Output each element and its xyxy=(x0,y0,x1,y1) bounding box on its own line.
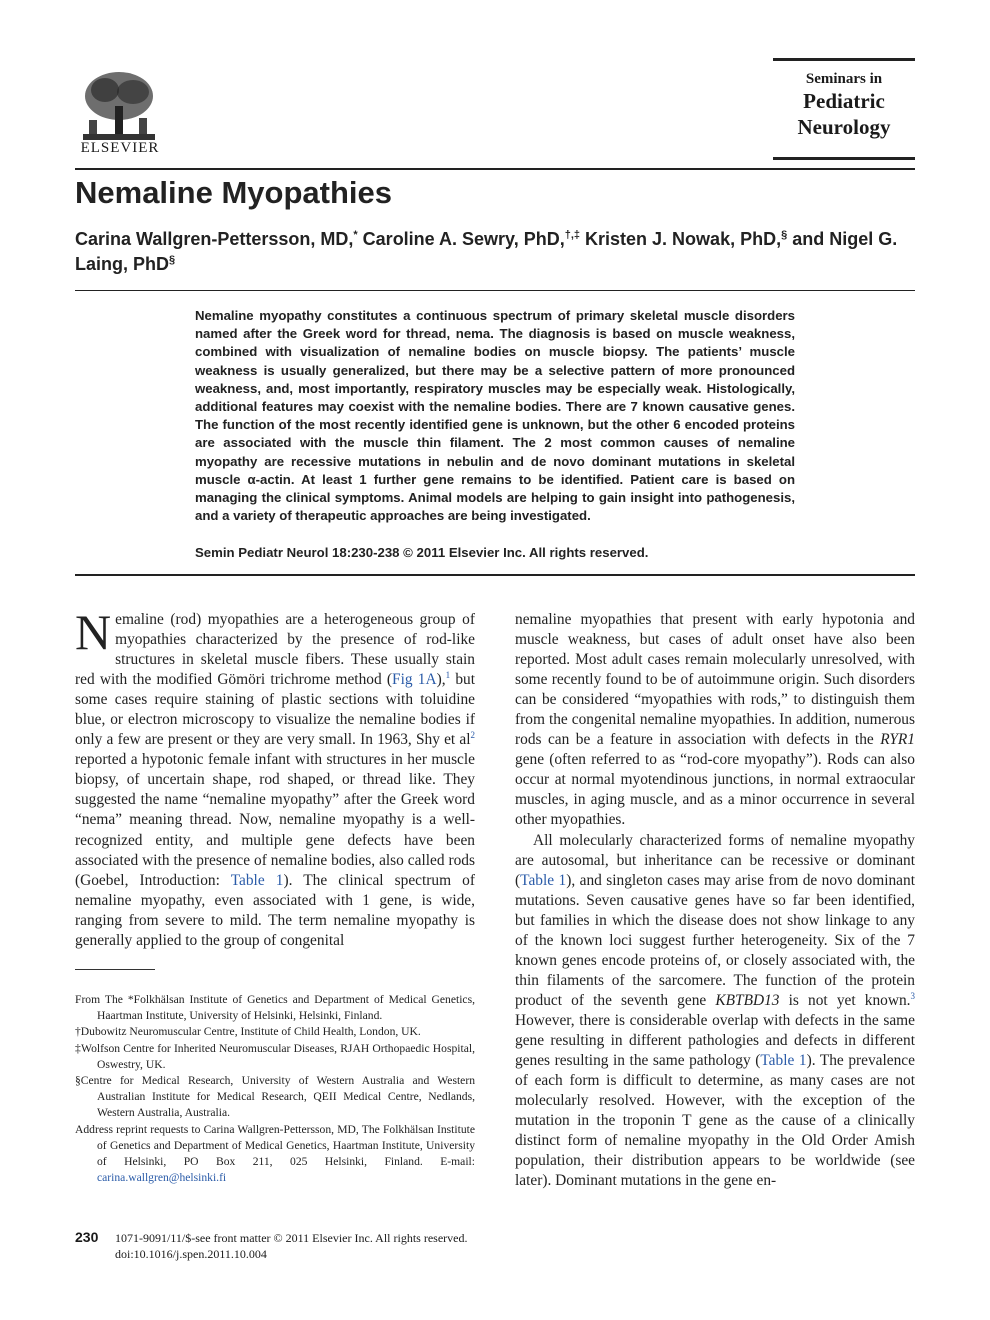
body-text: All molecularly characterized forms of nemaline myopathy are autosomal, but inheritance can be recessive or dominant ( xyxy=(515,831,915,889)
journal-title-box xyxy=(773,58,915,160)
citation-line: Semin Pediatr Neurol 18:230-238 © 2011 Elsevier Inc. All rights reserved. xyxy=(195,545,649,560)
journal-line-1: Seminars in xyxy=(805,71,883,87)
footnote: §Centre for Medical Research, University of Western Australia and Western Australian Institute for Medical Research, QEII Medical Centre, Nedlands, Western Australia, Australia. xyxy=(75,1074,475,1120)
body-text: ). The prevalence of each form is difficult to determine, as many cases are not molecularly resolved. However, with the exception of the mutation in the troponin T gene as the cause of a clinically distinct form of nemaline myopathy in the Old Order Amish population, their distribution appears to be worldwide (see later). Dominant mutations in the gene en- xyxy=(515,1052,915,1190)
body-text: but some cases require staining of plastic sections with toluidine blue, or electron microscopy to visualize the nemaline bodies if only a few are present or they are very small. In 1963, Shy et al xyxy=(75,671,475,749)
footnote-rule xyxy=(75,969,155,970)
body-column-left xyxy=(75,604,475,951)
body-text: reported a hypotonic female infant with structures in her muscle biopsy, of uncertain shape, rod shaped, or thread like. They suggested the name “nemaline myopathy” after the Greek word “nema” meaning thread. Now, nemaline myopathy is a well-recognized entity, and multiple gene defects have been associated with the presence of nemaline bodies, also called rods (Goebel, Introduction: xyxy=(75,751,475,889)
reference-link[interactable]: 3 xyxy=(910,990,915,1001)
body-text: However, there is considerable overlap with defects in the same gene resulting in different pathologies and defects in different genes resulting in the same pathology ( xyxy=(515,1011,915,1070)
footnote-address xyxy=(75,1122,475,1187)
reference-link[interactable]: 1 xyxy=(445,670,451,681)
author-2: Caroline A. Sewry, PhD, xyxy=(357,229,565,249)
abstract-bottom-rule xyxy=(75,574,915,576)
journal-line-3: Neurology xyxy=(797,115,891,139)
footnote: From The *Folkhälsan Institute of Genetics and Department of Medical Genetics, Haartman Institute, University of Helsinki, Helsinki, Finland. xyxy=(75,993,475,1023)
footnote: ‡Wolfson Centre for Inherited Neuromuscular Diseases, RJAH Orthopaedic Hospital, Oswestry, UK. xyxy=(75,1041,475,1071)
body-text: emaline (rod) myopathies are a heterogeneous group of myopathies characterized by the presence of rod-like structures in skeletal muscle fibers. These usually stain red with the modified Gömöri trichrome method ( xyxy=(75,611,475,689)
author-1: Carina Wallgren-Pettersson, MD, xyxy=(75,229,354,249)
header-rule xyxy=(75,168,915,170)
gene-name: KBTBD13 xyxy=(715,991,780,1009)
intro-paragraph xyxy=(75,604,475,951)
journal-line-2: Pediatric xyxy=(803,89,885,113)
body-text: ), xyxy=(436,671,446,689)
table-link[interactable]: Table 1 xyxy=(230,871,284,889)
body-paragraph xyxy=(515,610,915,831)
email-link[interactable]: carina.wallgren@helsinki.fi xyxy=(97,1171,227,1185)
gene-name: RYR1 xyxy=(880,731,915,749)
table-link[interactable]: Table 1 xyxy=(760,1052,807,1070)
body-column-right xyxy=(515,610,915,1191)
reference-link[interactable]: 2 xyxy=(470,730,475,741)
body-paragraph xyxy=(515,831,915,1192)
body-text: is not yet known. xyxy=(779,991,911,1009)
footnotes xyxy=(75,992,475,1186)
doi-line: doi:10.1016/j.spen.2011.10.004 xyxy=(115,1247,267,1261)
author-3-affiliation: § xyxy=(781,229,788,241)
body-text: gene (often referred to as “rod-core myopathy”). Rods can also occur at normal myotendinous junctions, in normal extraocular muscles, in aging muscle, and as a minor occurrence in several other myopathies. xyxy=(515,751,915,829)
page-number: 230 xyxy=(75,1229,99,1245)
author-4: and Nigel G. Laing, PhD xyxy=(75,229,898,274)
footnote-address-text: Address reprint requests to Carina Wallgren-Pettersson, MD, The Folkhälsan Institute of Genetics and Department of Medical Genetics, Haartman Institute, University of Helsinki, PO Box 211, 025 Helsinki, Finland. E-mail: xyxy=(75,1122,475,1169)
body-text: ), and singleton cases may arise from de novo dominant mutations. Seven causative genes have so far been identified, but families in which the disease does not show linkage to any of the known loci suggest further heterogeneity. Six of the 7 known genes encode proteins of, or closely associated with, the thin filaments of the sarcomere. The function of the protein product of the seventh gene xyxy=(515,871,915,1009)
drop-cap: N xyxy=(75,604,112,660)
author-list xyxy=(75,227,915,277)
publisher-name: ELSEVIER xyxy=(80,140,160,156)
article-title: Nemaline Myopathies xyxy=(75,175,392,210)
issn-line: 1071-9091/11/$-see front matter © 2011 Elsevier Inc. All rights reserved. xyxy=(115,1231,468,1245)
abstract: Nemaline myopathy constitutes a continuous spectrum of primary skeletal muscle disorders named after the Greek word for thread, nema. The diagnosis is based on muscle weakness, combined with visualization of nemaline bodies on muscle biopsy. The patients’ muscle weakness is usually generalized, but there may be a selective pattern of more pronounced weakness, and, most importantly, respiratory muscles may be especially weak. Histologically, additional features may coexist with the nemaline bodies. There are 7 known causative genes. The function of the most recently identified gene is unknown, but the other 6 encoded proteins are associated with the muscle thin filament. The 2 most common causes of nemaline myopathy are recessive mutations in nebulin and de novo dominant mutations in skeletal muscle α-actin. At least 1 further gene remains to be identified. Patient care is based on managing the clinical symptoms. Animal models are helping to gain insight into pathogenesis, and a variety of therapeutic approaches are being investigated. xyxy=(195,308,795,524)
author-2-affiliation: †,‡ xyxy=(564,229,581,241)
footnote: †Dubowitz Neuromuscular Centre, Institute of Child Health, London, UK. xyxy=(75,1025,421,1039)
author-3: Kristen J. Nowak, PhD, xyxy=(580,229,782,249)
author-4-affiliation: § xyxy=(169,254,176,266)
abstract-top-rule xyxy=(75,290,915,291)
body-text: nemaline myopathies that present with early hypotonia and muscle weakness, but cases of adult onset have also been reported. Most adult cases remain molecularly unresolved, with some recently found to be of autoimmune origin. Such disorders can be considered “myopathies with rods,” to distinguish them from the congenital nemaline myopathies. In addition, numerous rods can be a feature in association with defects in the xyxy=(515,611,915,749)
figure-link[interactable]: Fig 1A xyxy=(392,671,437,689)
table-link[interactable]: Table 1 xyxy=(520,871,567,889)
issn-block xyxy=(115,1230,467,1262)
author-1-affiliation: * xyxy=(353,229,358,241)
body-text: ). The clinical spectrum of nemaline myopathy, even associated with 1 gene, is wide, ranging from severe to mild. The term nemaline myopathy is generally applied to the group of congenital xyxy=(75,871,475,949)
